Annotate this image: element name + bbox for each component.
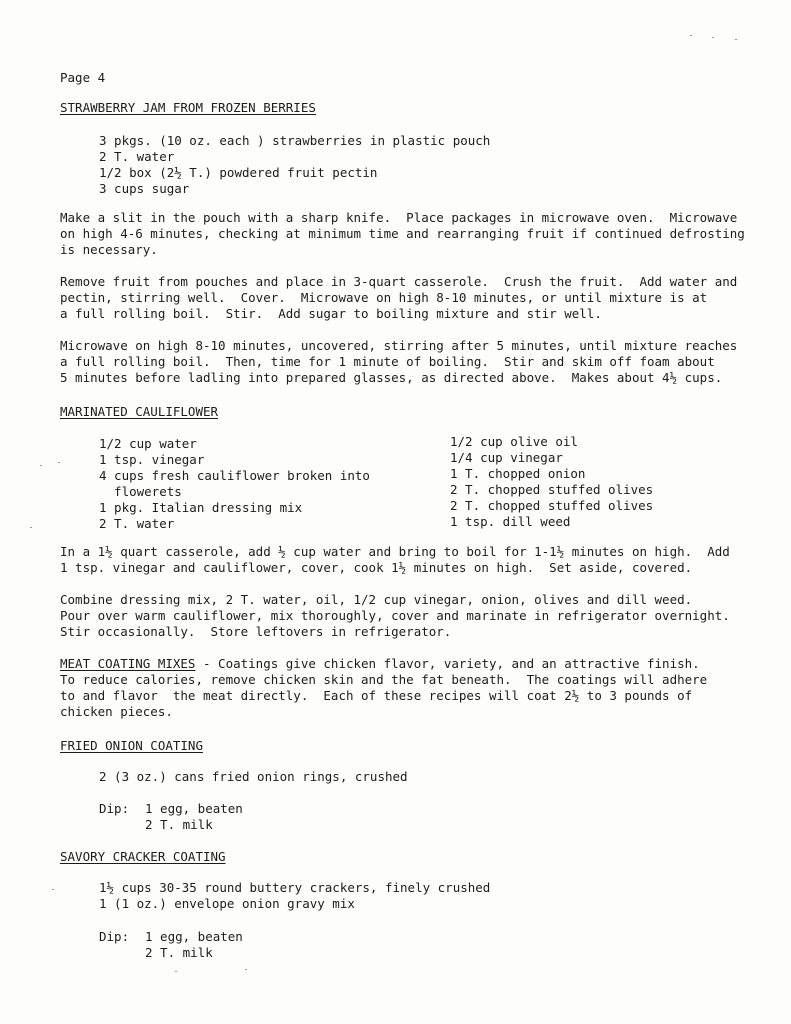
cauliflower-right-ingredient: 1/4 cup vinegar [450,450,563,465]
cauliflower-left-ingredient: 4 cups fresh cauliflower broken into [99,468,370,483]
cauliflower-paragraph-line: In a 1½ quart casserole, add ½ cup water and bring to boil for 1-1½ minutes on high. Add [60,544,730,559]
savory-cracker-ingredient: 1 (1 oz.) envelope onion gravy mix [99,896,355,911]
cauliflower-paragraph-line: Stir occasionally. Store leftovers in refrigerator. [60,624,452,639]
strawberry-paragraph-line: Remove fruit from pouches and place in 3-quart casserole. Crush the fruit. Add water and [60,274,738,289]
cauliflower-right-ingredient: 1/2 cup olive oil [450,434,578,449]
meat-coating-first-line [60,656,700,672]
fried-onion-ingredient: 2 (3 oz.) cans fried onion rings, crushed [99,769,408,784]
strawberry-ingredient: 2 T. water [99,149,175,164]
scan-speck [690,35,692,36]
fried-onion-dip-item: 2 T. milk [145,817,213,832]
strawberry-paragraph-line: on high 4-6 minutes, checking at minimum time and rearranging fruit if continued defrosting [60,226,745,241]
page-label: Page 4 [60,70,106,85]
meat-coating-line: chicken pieces. [60,704,173,719]
cauliflower-left-ingredient: 2 T. water [99,516,175,531]
strawberry-paragraph-line: a full rolling boil. Stir. Add sugar to boiling mixture and stir well. [60,306,602,321]
cauliflower-paragraph-line: 1 tsp. vinegar and cauliflower, cover, cook 1½ minutes on high. Set aside, covered. [60,560,693,575]
strawberry-title: STRAWBERRY JAM FROM FROZEN BERRIES [60,100,316,115]
cauliflower-title: MARINATED CAULIFLOWER [60,404,219,419]
savory-cracker-dip-item: 2 T. milk [145,945,213,960]
strawberry-paragraph-line: 5 minutes before ladling into prepared glasses, as directed above. Makes about 4½ cups. [60,370,723,385]
cauliflower-right-ingredient: 2 T. chopped stuffed olives [450,498,654,513]
cauliflower-paragraph-line: Combine dressing mix, 2 T. water, oil, 1/2 cup vinegar, onion, olives and dill weed. [60,592,693,607]
scan-speck [245,969,247,970]
cauliflower-left-ingredient: 1 pkg. Italian dressing mix [99,500,303,515]
scan-speck [735,39,737,40]
scan-speck [40,465,42,466]
cauliflower-left-ingredient: 1/2 cup water [99,436,197,451]
scan-speck [52,889,54,890]
savory-cracker-title: SAVORY CRACKER COATING [60,849,226,864]
cauliflower-right-ingredient: 2 T. chopped stuffed olives [450,482,654,497]
scan-speck [30,527,32,528]
savory-cracker-dip-item: 1 egg, beaten [145,929,243,944]
savory-cracker-ingredient: 1½ cups 30-35 round buttery crackers, finely crushed [99,880,491,895]
meat-coating-title: MEAT COATING MIXES [60,656,196,671]
meat-coating-line: to and flavor the meat directly. Each of these recipes will coat 2½ to 3 pounds of [60,688,693,703]
cauliflower-right-ingredient: 1 tsp. dill weed [450,514,571,529]
fried-onion-dip-label: Dip: [99,801,130,816]
scan-speck [175,971,177,972]
fried-onion-title: FRIED ONION COATING [60,738,203,753]
fried-onion-dip-item: 1 egg, beaten [145,801,243,816]
strawberry-ingredient: 1/2 box (2½ T.) powdered fruit pectin [99,165,378,180]
cauliflower-left-ingredient: flowerets [99,484,182,499]
strawberry-paragraph-line: Microwave on high 8-10 minutes, uncovered, stirring after 5 minutes, until mixture reaches [60,338,738,353]
strawberry-ingredient: 3 cups sugar [99,181,190,196]
strawberry-ingredient: 3 pkgs. (10 oz. each ) strawberries in plastic pouch [99,133,491,148]
scan-speck [58,462,60,463]
strawberry-paragraph-line: pectin, stirring well. Cover. Microwave on high 8-10 minutes, or until mixture is at [60,290,708,305]
scan-speck [712,37,714,38]
meat-coating-intro: - Coatings give chicken flavor, variety, and an attractive finish. [195,656,700,671]
cauliflower-right-ingredient: 1 T. chopped onion [450,466,586,481]
meat-coating-line: To reduce calories, remove chicken skin and the fat beneath. The coatings will adhere [60,672,708,687]
strawberry-paragraph-line: a full rolling boil. Then, time for 1 minute of boiling. Stir and skim off foam about [60,354,715,369]
cauliflower-paragraph-line: Pour over warm cauliflower, mix thoroughly, cover and marinate in refrigerator overnight. [60,608,730,623]
savory-cracker-dip-label: Dip: [99,929,130,944]
strawberry-paragraph-line: Make a slit in the pouch with a sharp knife. Place packages in microwave oven. Microwave [60,210,738,225]
strawberry-paragraph-line: is necessary. [60,242,158,257]
cauliflower-left-ingredient: 1 tsp. vinegar [99,452,205,467]
